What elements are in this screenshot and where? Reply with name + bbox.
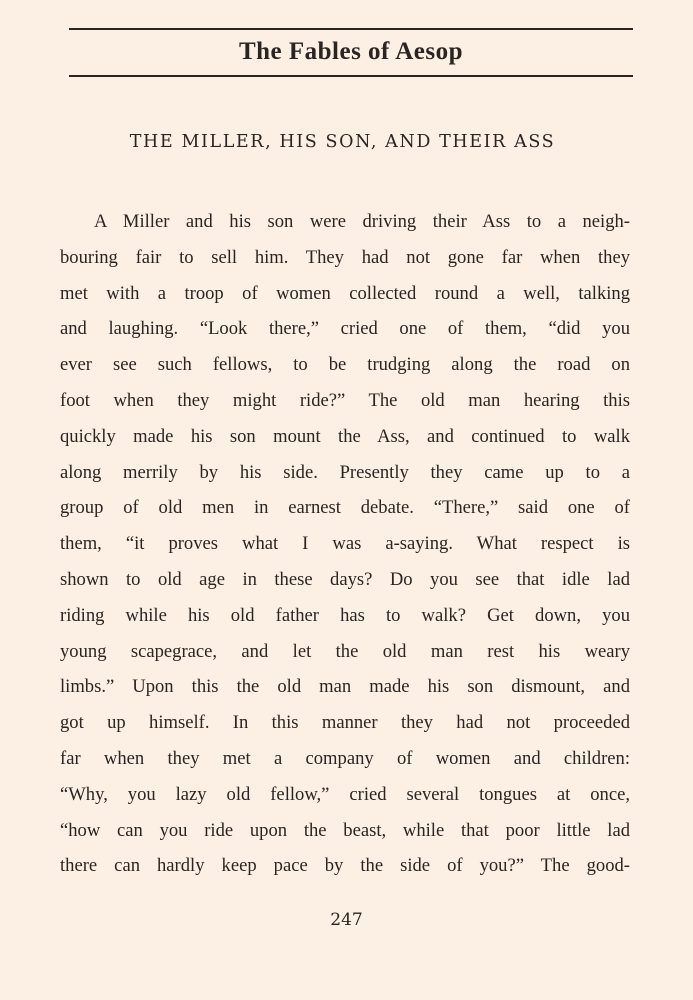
text-line: group of old men in earnest debate. “There,” said one of: [60, 497, 630, 519]
text-line: shown to old age in these days? Do you see that idle lad: [60, 568, 630, 590]
text-line: “how can you ride upon the beast, while that poor little lad: [60, 819, 630, 841]
text-line: limbs.” Upon this the old man made his son dismount, and: [60, 676, 630, 698]
running-head: The Fables of Aesop: [238, 38, 464, 65]
text-line: riding while his old father has to walk? Get down, you: [60, 604, 630, 626]
text-line: ever see such fellows, to be trudging along the road on: [60, 354, 630, 376]
text-line: quickly made his son mount the Ass, and continued to walk: [60, 425, 630, 447]
page-number: 247: [330, 910, 363, 930]
text-line: and laughing. “Look there,” cried one of them, “did you: [60, 318, 630, 340]
header-rule-bottom: [69, 75, 633, 77]
story-title: THE MILLER, HIS SON, AND THEIR ASS: [129, 132, 556, 152]
text-line: foot when they might ride?” The old man hearing this: [60, 389, 630, 411]
text-line: young scapegrace, and let the old man rest his weary: [60, 640, 630, 662]
text-line: met with a troop of women collected round a well, talking: [60, 282, 630, 304]
text-line: “Why, you lazy old fellow,” cried several tongues at once,: [60, 783, 630, 805]
text-line: bouring fair to sell him. They had not gone far when they: [60, 246, 630, 268]
text-line: got up himself. In this manner they had not proceeded: [60, 712, 630, 734]
text-line: far when they met a company of women and children:: [60, 747, 630, 769]
story-body: [60, 204, 630, 884]
text-line: along merrily by his side. Presently they came up to a: [60, 461, 630, 483]
text-line: there can hardly keep pace by the side of you?” The good-: [60, 855, 630, 877]
text-line: A Miller and his son were driving their Ass to a neigh-: [94, 211, 630, 232]
header-rule-top: [69, 28, 633, 30]
text-line: them, “it proves what I was a-saying. What respect is: [60, 533, 630, 555]
